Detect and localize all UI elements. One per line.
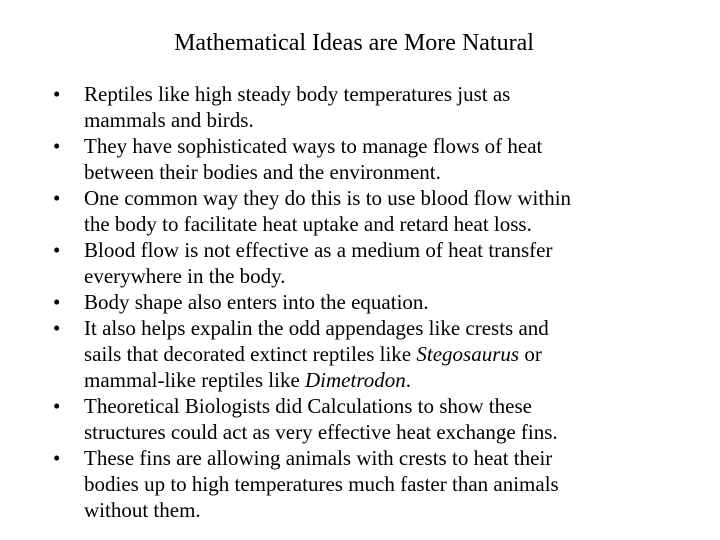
bullet-line: bodies up to high temperatures much faster than animals [84,472,559,496]
bullet-line: the body to facilitate heat uptake and retard heat loss. [84,212,532,236]
bullet-line: Body shape also enters into the equation. [84,290,429,314]
bullet-line [84,367,673,393]
bullet-line: One common way they do this is to use blood flow within [84,186,572,210]
bullet-list [53,81,673,523]
bullet-line: It also helps expalin the odd appendages like crests and [84,316,549,340]
bullet-item [53,445,673,523]
bullet-line: Blood flow is not effective as a medium of heat transfer [84,238,553,262]
bullet-item [53,133,673,185]
bullet-marker: • [53,238,61,262]
slide-title: Mathematical Ideas are More Natural [174,30,534,56]
species-name-dimetrodon: Dimetrodon [305,368,406,392]
bullet-line: mammals and birds. [84,108,254,132]
bullet-line: structures could act as very effective heat exchange fins. [84,420,558,444]
bullet-item [53,185,673,237]
bullet-marker: • [53,316,61,340]
bullet-text: sails that decorated extinct reptiles like [84,342,417,366]
bullet-line: Theoretical Biologists did Calculations to show these [84,394,532,418]
bullet-marker: • [53,394,61,418]
bullet-line: everywhere in the body. [84,264,286,288]
bullet-marker: • [53,134,61,158]
species-name-stegosaurus: Stegosaurus [416,342,520,366]
bullet-marker: • [53,82,61,106]
bullet-item [53,289,673,315]
bullet-line: without them. [84,498,201,522]
bullet-item [53,81,673,133]
bullet-marker: • [53,186,61,210]
bullet-marker: • [53,446,61,470]
bullet-line: They have sophisticated ways to manage flows of heat [84,134,543,158]
bullet-text: mammal-like reptiles like [84,368,306,392]
bullet-line: These fins are allowing animals with crests to heat their [84,446,553,470]
bullet-line [84,341,673,367]
bullet-item [53,237,673,289]
bullet-line: Reptiles like high steady body temperatures just as [84,82,511,106]
bullet-marker: • [53,290,61,314]
bullet-line: between their bodies and the environment. [84,160,441,184]
bullet-item [53,315,673,393]
bullet-item [53,393,673,445]
bullet-text: or [519,342,542,366]
bullet-text: . [405,368,411,392]
